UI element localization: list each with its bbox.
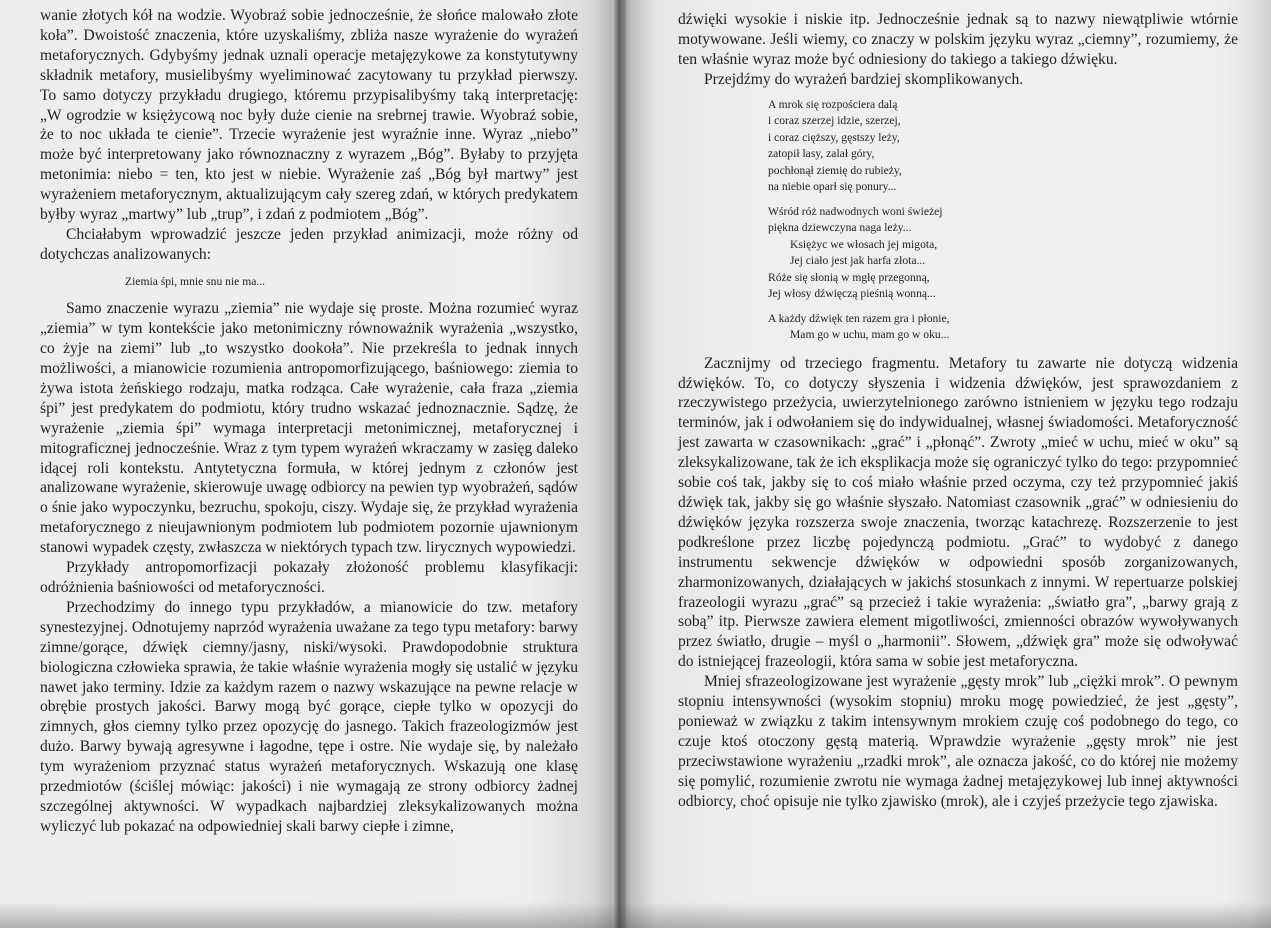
page-bottom-shadow: [0, 902, 1271, 928]
poem-line: A każdy dźwięk ten razem gra i płonie,: [768, 311, 950, 325]
poem-line: Księżyc we włosach jej migota,: [790, 237, 938, 251]
poem-line: i coraz szerzej idzie, szerzej,: [768, 114, 901, 128]
paragraph: Zacznijmy od trzeciego fragmentu. Metafory tu zawarte nie dotyczą widzenia dźwięków. To, co dotyczy słyszenia i widzenia dźwięków, jest sprawozdaniem z rzeczywistego przeżycia, uwierzytelnionego zarówno istnieniem w języku tego rodzaju terminów, jak i odwołaniem się do indywidualnej, własnej świadomości. Metaforyczność jest zawarta w czasownikach: „grać” i „płonąć”. Zwroty „mieć w uchu, mieć w oku” są zleksykalizowane, tak że ich eksplikacja może się ograniczyć tylko do tego: przypomnieć sobie coś tak, jakby się to coś miało właśnie przed oczyma, czy też przypomnieć jakiś dźwięk tak, jakby się go właśnie słyszało. Natomiast czasownik „grać” w odniesieniu do dźwięków języka rozszerza swoje znaczenia, tworząc katachrezę. Rozszerzenie to jest podkreślone przez liczbę pojedynczą podmiotu. „Grać” to wydobyć z danego instrumentu sekwencje dźwięków w odpowiedni sposób zorganizowanych, zharmonizowanych, działających w jakichś stosunkach z innymi. W repertuarze polskiej frazeologii wyrazu „grać” są przecież i takie wyrażenia: „światło gra”, „barwy grają z sobą” itp. Pierwsze zawiera element migotliwości, zmienności obrazów wywoływanych przez światło, drugie – myśl o „harmonii”. Słowem, „dźwięk gra” może się odwoływać do istniejącej frazeologii, która sama w sobie jest metaforyczna.: [678, 354, 1238, 671]
poem-line: Jej włosy dźwięczą pieśnią wonną...: [768, 287, 936, 301]
poem-line: Jej ciało jest jak harfa złota...: [790, 254, 926, 268]
poem-line: piękna dziewczyna naga leży...: [768, 221, 912, 235]
poem-block: [768, 97, 1238, 344]
paragraph: dźwięki wysokie i niskie itp. Jednocześnie jednak są to nazwy niewątpliwie wtórnie motywowane. Jeśli wiemy, co znaczy w polskim języku wyraz „ciemny”, rozumiemy, że ten właśnie wyraz może być odniesiony do takiego a takiego dźwięku.: [678, 11, 1238, 68]
poem-line: Róże się słonią w mgłę przegonną,: [768, 270, 930, 284]
poem-line: i coraz cięższy, gęstszy leży,: [768, 130, 900, 144]
poem-line: zatopił lasy, zalał góry,: [768, 147, 875, 161]
paragraph: Samo znaczenie wyrazu „ziemia” nie wydaje się proste. Można rozumieć wyraz „ziemia” w tym kontekście jako metonimiczny równoważnik wyrażenia „wszystko, co żyje na ziemi” lub „to wszystko dookoła”. Nie przekreśla to jednak innych możliwości, a mianowicie rozumienia antropomorfizującego, baśniowego: ziemia to żywa istota żeńskiego rodzaju, matka rodząca. Całe wyrażenie, cała fraza „ziemia śpi” jest predykatem do podmiotu, który trudno wskazać jednoznacznie. Sądzę, że wyrażenie „ziemia śpi” wymaga interpretacji metonimicznej, metaforycznej i mitograficznej jednocześnie. Wraz z tym typem wyrażeń wkraczamy w zasięg daleko idącej roli kontekstu. Antytetyczna formuła, w której jednym z członów jest analizowane wyrażenie, skierowuje uwagę odbiorcy na pewien typ wyobrażeń, sądów o śnie jako wypoczynku, bezruchu, spokoju, ciszy. Wydaje się, że przykład wyrażenia metaforycznego z nieujawnionym podmiotem lub podmiotem pozornie ujawnionym stanowi wypadek częsty, zwłaszcza w niektórych typach tzw. lirycznych wypowiedzi.: [40, 300, 578, 557]
paragraph: wanie złotych kół na wodzie. Wyobraź sobie jednocześnie, że słońce malowało złote koła”. Dwoistość znaczenia, które uzyskaliśmy, zbliża nasze wyrażenie do wyrażeń metaforycznych. Gdybyśmy jednak uznali operacje metajęzykowe za konstytutywny składnik metafory, musielibyśmy wyeliminować zacytowany tu przykład pierwszy. To samo dotyczy przykładu drugiego, któremu przypisalibyśmy taką interpretację: „W ogrodzie w księżycową noc były duże cienie na srebrnej trawie. Wyobraź sobie, że to noc układa te cienie”. Trzecie wyrażenie jest wyraźnie inne. Wyraz „niebo” może być interpretowany jako równoznaczny z wyrazem „Bóg”. Byłaby to przyjęta metonimia: niebo = ten, kto jest w niebie. Wyrażenie zaś „Bóg był martwy” jest wyrażeniem metaforycznym, aktualizującym cały szereg zdań, w których predykatem byłby wyraz „martwy” lub „trup”, i zdań z podmiotem „Bóg”.: [40, 7, 578, 224]
poem-line: na niebie oparł się ponury...: [768, 180, 897, 194]
right-body: [678, 354, 1238, 812]
poem-line: Mam go w uchu, mam go w oku...: [790, 328, 950, 342]
poem-quote: Ziemia śpi, mnie snu nie ma...: [125, 274, 266, 288]
right-page-text: [678, 10, 1238, 811]
book-gutter: [612, 0, 626, 928]
poem-line: A mrok się rozpościera dalą: [768, 97, 898, 111]
paragraph: Przykłady antropomorfizacji pokazały złożoność problemu klasyfikacji: odróżnienia baśniowości od metaforyczności.: [40, 559, 578, 596]
right-page: [618, 0, 1271, 928]
left-page-text: [40, 6, 578, 837]
paragraph: Przechodzimy do innego typu przykładów, a mianowicie do tzw. metafory synestezyjnej. Odnotujemy naprzód wyrażenia uważane za tego typu metafory: barwy zimne/gorące, dźwięk ciemny/jasny, niski/wysoki. Prawdopodobnie struktura biologiczna człowieka sprawia, że takie właśnie wyrażenia mogły się ustalić w języku nawet jako terminy. Idzie za każdym razem o nazwy wskazujące na pewne relacje w obrębie prostych jakości. Barwy mogą być gorące, ciepłe tylko w opozycji do zimnych, głos ciemny tylko przez opozycję do jasnego. Takich frazeologizmów jest dużo. Barwy bywają agresywne i łagodne, tępe i ostre. Nie wydaje się, by należało tym wyrażeniom przyznać status wyrażeń metaforycznych. Wskazują one klasę przedmiotów (ściślej mówiąc: jakości) i nie wymagają ze strony odbiorcy żadnej szczególnej aktywności. W wypadkach najbardziej zleksykalizowanych można wyliczyć lub pokazać na odpowiedniej skali barwy ciepłe i zimne,: [40, 598, 578, 835]
paragraph: Chciałabym wprowadzić jeszcze jeden przykład animizacji, może różny od dotychczas analizowanych:: [40, 225, 578, 263]
poem-line: pochłonął ziemię do rubieży,: [768, 163, 902, 177]
paragraph: Przejdźmy do wyrażeń bardziej skomplikowanych.: [704, 70, 1024, 88]
poem-stanza: [768, 204, 1238, 303]
poem-line: Wśród róż nadwodnych woni świeżej: [768, 204, 943, 218]
paragraph: Mniej sfrazeologizowane jest wyrażenie „gęsty mrok” lub „ciężki mrok”. O pewnym stopniu intensywności (wysokim stopniu) mroku mogę powiedzieć, że jest „gęsty”, ponieważ w związku z takim intensywnym mrokiem czuję coś podobnego do tego, co czuje ktoś otoczony gęstą materią. Wprawdzie wyrażenie „gęsty mrok” nie jest przeciwstawione wyrażeniu „rzadki mrok”, ale oznacza jakość, co do której nie możemy się pomylić, rozumienie zwrotu nie wymaga żadnej metajęzykowej lub innej aktywności odbiorcy, choć opisuje nie tylko zjawisko (mrok), ale i czyjeś przeżycie tego zjawiska.: [678, 673, 1238, 810]
poem-stanza: [768, 97, 1238, 196]
left-page: [0, 0, 618, 928]
poem-stanza: [768, 311, 1238, 344]
